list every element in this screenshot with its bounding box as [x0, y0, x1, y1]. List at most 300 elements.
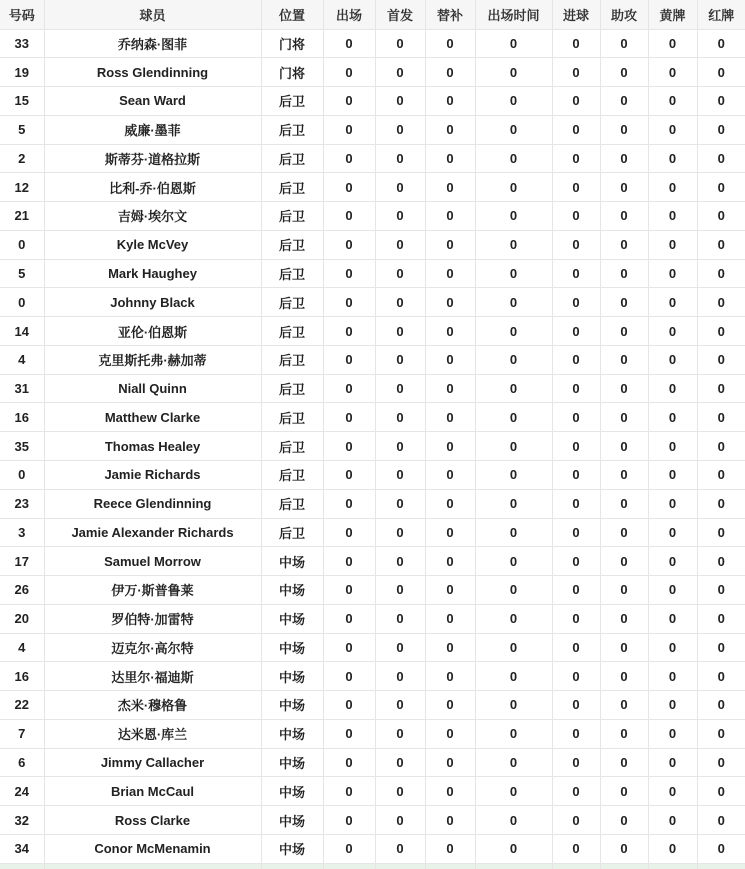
cell-starts: 0: [375, 489, 425, 518]
cell-minutes: 0: [475, 230, 552, 259]
cell-substitute: 0: [425, 604, 475, 633]
player-row[interactable]: [0, 576, 745, 605]
player-row[interactable]: [0, 432, 745, 461]
cell-goals: 0: [552, 288, 600, 317]
cell-player: Reece Glendinning: [44, 489, 261, 518]
cell-number: 14: [0, 317, 44, 346]
cell-starts: 0: [375, 403, 425, 432]
cell-player: Sean Ward: [44, 87, 261, 116]
cell-position: 中场: [261, 777, 323, 806]
cell-assists: 0: [600, 317, 648, 346]
player-row[interactable]: [0, 115, 745, 144]
cell-yellow: 0: [648, 259, 697, 288]
cell-assists: 0: [600, 834, 648, 863]
cell-minutes: 0: [475, 403, 552, 432]
player-row[interactable]: [0, 259, 745, 288]
cell-starts: 0: [375, 719, 425, 748]
cell-red: 0: [697, 806, 745, 835]
cell-appearances: 0: [323, 230, 375, 259]
cell-position: 门将: [261, 58, 323, 87]
cell-goals: 0: [552, 345, 600, 374]
cell-player: 达米恩·库兰: [44, 719, 261, 748]
cell-red: 0: [697, 29, 745, 58]
cell-assists: 0: [600, 202, 648, 231]
cell-assists: 0: [600, 432, 648, 461]
cell-position: 中场: [261, 662, 323, 691]
cell-substitute: 0: [425, 633, 475, 662]
cell-appearances: 0: [323, 374, 375, 403]
cell-substitute: 0: [425, 691, 475, 720]
cell-assists: 0: [600, 29, 648, 58]
cell-appearances: 0: [323, 115, 375, 144]
partial-cell: [552, 863, 600, 869]
cell-goals: 0: [552, 259, 600, 288]
cell-yellow: 0: [648, 547, 697, 576]
player-row[interactable]: [0, 777, 745, 806]
cell-yellow: 0: [648, 173, 697, 202]
cell-number: 7: [0, 719, 44, 748]
cell-goals: 0: [552, 403, 600, 432]
cell-yellow: 0: [648, 87, 697, 116]
player-row[interactable]: [0, 604, 745, 633]
cell-starts: 0: [375, 374, 425, 403]
cell-substitute: 0: [425, 173, 475, 202]
cell-starts: 0: [375, 202, 425, 231]
column-header-goals: 进球: [552, 0, 600, 29]
cell-substitute: 0: [425, 719, 475, 748]
cell-player: 迈克尔·高尔特: [44, 633, 261, 662]
cell-number: 33: [0, 29, 44, 58]
partial-cell: [475, 863, 552, 869]
cell-red: 0: [697, 633, 745, 662]
cell-goals: 0: [552, 29, 600, 58]
player-row[interactable]: [0, 173, 745, 202]
player-row[interactable]: [0, 374, 745, 403]
cell-red: 0: [697, 576, 745, 605]
cell-starts: 0: [375, 259, 425, 288]
cell-substitute: 0: [425, 460, 475, 489]
cell-goals: 0: [552, 317, 600, 346]
cell-number: 32: [0, 806, 44, 835]
cell-starts: 0: [375, 230, 425, 259]
partial-cell: [0, 863, 44, 869]
cell-assists: 0: [600, 115, 648, 144]
cell-goals: 0: [552, 518, 600, 547]
cell-appearances: 0: [323, 719, 375, 748]
cell-assists: 0: [600, 87, 648, 116]
cell-number: 0: [0, 288, 44, 317]
cell-position: 后卫: [261, 87, 323, 116]
cell-goals: 0: [552, 115, 600, 144]
cell-position: 中场: [261, 748, 323, 777]
cell-red: 0: [697, 317, 745, 346]
cell-starts: 0: [375, 288, 425, 317]
cell-starts: 0: [375, 518, 425, 547]
cell-player: Jamie Richards: [44, 460, 261, 489]
cell-yellow: 0: [648, 834, 697, 863]
cell-yellow: 0: [648, 518, 697, 547]
cell-minutes: 0: [475, 115, 552, 144]
cell-number: 4: [0, 633, 44, 662]
partial-cell: [44, 863, 261, 869]
cell-substitute: 0: [425, 547, 475, 576]
cell-starts: 0: [375, 662, 425, 691]
column-header-yellow: 黄牌: [648, 0, 697, 29]
cell-position: 后卫: [261, 288, 323, 317]
cell-substitute: 0: [425, 230, 475, 259]
cell-assists: 0: [600, 259, 648, 288]
cell-yellow: 0: [648, 691, 697, 720]
cell-player: 乔纳森·图菲: [44, 29, 261, 58]
cell-starts: 0: [375, 173, 425, 202]
cell-substitute: 0: [425, 259, 475, 288]
cell-substitute: 0: [425, 518, 475, 547]
cell-player: 罗伯特·加雷特: [44, 604, 261, 633]
cell-red: 0: [697, 173, 745, 202]
cell-position: 中场: [261, 834, 323, 863]
cell-red: 0: [697, 58, 745, 87]
player-row[interactable]: [0, 58, 745, 87]
cell-substitute: 0: [425, 748, 475, 777]
player-row[interactable]: [0, 288, 745, 317]
cell-appearances: 0: [323, 691, 375, 720]
cell-starts: 0: [375, 432, 425, 461]
cell-number: 26: [0, 576, 44, 605]
player-row[interactable]: [0, 662, 745, 691]
cell-player: Mark Haughey: [44, 259, 261, 288]
cell-goals: 0: [552, 748, 600, 777]
cell-minutes: 0: [475, 173, 552, 202]
cell-red: 0: [697, 345, 745, 374]
cell-position: 后卫: [261, 489, 323, 518]
player-row[interactable]: [0, 202, 745, 231]
cell-substitute: 0: [425, 374, 475, 403]
cell-position: 后卫: [261, 374, 323, 403]
cell-player: Johnny Black: [44, 288, 261, 317]
player-row[interactable]: [0, 230, 745, 259]
cell-goals: 0: [552, 432, 600, 461]
cell-red: 0: [697, 547, 745, 576]
cell-substitute: 0: [425, 432, 475, 461]
cell-position: 后卫: [261, 518, 323, 547]
cell-yellow: 0: [648, 345, 697, 374]
cell-player: 威廉·墨菲: [44, 115, 261, 144]
cell-assists: 0: [600, 460, 648, 489]
cell-yellow: 0: [648, 662, 697, 691]
cell-yellow: 0: [648, 489, 697, 518]
cell-yellow: 0: [648, 230, 697, 259]
cell-player: Jamie Alexander Richards: [44, 518, 261, 547]
cell-starts: 0: [375, 58, 425, 87]
cell-appearances: 0: [323, 144, 375, 173]
partial-cell: [425, 863, 475, 869]
cell-yellow: 0: [648, 202, 697, 231]
cell-goals: 0: [552, 489, 600, 518]
cell-player: 达里尔·福迪斯: [44, 662, 261, 691]
column-header-starts: 首发: [375, 0, 425, 29]
column-header-minutes: 出场时间: [475, 0, 552, 29]
cell-yellow: 0: [648, 115, 697, 144]
cell-position: 后卫: [261, 173, 323, 202]
player-row[interactable]: [0, 87, 745, 116]
player-row[interactable]: [0, 547, 745, 576]
cell-yellow: 0: [648, 576, 697, 605]
cell-goals: 0: [552, 576, 600, 605]
cell-number: 2: [0, 144, 44, 173]
cell-minutes: 0: [475, 604, 552, 633]
cell-minutes: 0: [475, 489, 552, 518]
cell-yellow: 0: [648, 633, 697, 662]
cell-appearances: 0: [323, 806, 375, 835]
cell-starts: 0: [375, 604, 425, 633]
cell-position: 中场: [261, 633, 323, 662]
cell-goals: 0: [552, 633, 600, 662]
cell-appearances: 0: [323, 432, 375, 461]
cell-player: Niall Quinn: [44, 374, 261, 403]
cell-minutes: 0: [475, 777, 552, 806]
cell-red: 0: [697, 374, 745, 403]
cell-number: 16: [0, 662, 44, 691]
cell-goals: 0: [552, 230, 600, 259]
cell-appearances: 0: [323, 259, 375, 288]
cell-appearances: 0: [323, 345, 375, 374]
cell-player: Matthew Clarke: [44, 403, 261, 432]
cell-appearances: 0: [323, 633, 375, 662]
cell-assists: 0: [600, 662, 648, 691]
cell-appearances: 0: [323, 58, 375, 87]
cell-yellow: 0: [648, 317, 697, 346]
cell-red: 0: [697, 144, 745, 173]
cell-minutes: 0: [475, 576, 552, 605]
cell-substitute: 0: [425, 576, 475, 605]
cell-number: 6: [0, 748, 44, 777]
cell-player: 吉姆·埃尔文: [44, 202, 261, 231]
cell-red: 0: [697, 834, 745, 863]
cell-starts: 0: [375, 144, 425, 173]
cell-player: Thomas Healey: [44, 432, 261, 461]
cell-red: 0: [697, 777, 745, 806]
cell-yellow: 0: [648, 144, 697, 173]
player-row[interactable]: [0, 29, 745, 58]
cell-appearances: 0: [323, 547, 375, 576]
cell-yellow: 0: [648, 432, 697, 461]
player-row[interactable]: [0, 144, 745, 173]
partial-cell: [648, 863, 697, 869]
cell-minutes: 0: [475, 662, 552, 691]
cell-starts: 0: [375, 547, 425, 576]
player-row[interactable]: [0, 834, 745, 863]
cell-starts: 0: [375, 777, 425, 806]
cell-number: 34: [0, 834, 44, 863]
cell-goals: 0: [552, 374, 600, 403]
cell-minutes: 0: [475, 748, 552, 777]
cell-position: 中场: [261, 604, 323, 633]
player-row[interactable]: [0, 748, 745, 777]
cell-yellow: 0: [648, 288, 697, 317]
cell-substitute: 0: [425, 834, 475, 863]
cell-red: 0: [697, 719, 745, 748]
cell-red: 0: [697, 460, 745, 489]
cell-position: 中场: [261, 547, 323, 576]
cell-number: 23: [0, 489, 44, 518]
cell-minutes: 0: [475, 288, 552, 317]
player-row[interactable]: [0, 806, 745, 835]
cell-yellow: 0: [648, 460, 697, 489]
cell-goals: 0: [552, 173, 600, 202]
cell-player: Brian McCaul: [44, 777, 261, 806]
cell-number: 22: [0, 691, 44, 720]
cell-goals: 0: [552, 834, 600, 863]
cell-minutes: 0: [475, 374, 552, 403]
cell-number: 4: [0, 345, 44, 374]
cell-player: Kyle McVey: [44, 230, 261, 259]
cell-yellow: 0: [648, 806, 697, 835]
cell-assists: 0: [600, 691, 648, 720]
cell-number: 31: [0, 374, 44, 403]
cell-number: 0: [0, 230, 44, 259]
partial-cell: [261, 863, 323, 869]
cell-number: 3: [0, 518, 44, 547]
cell-goals: 0: [552, 604, 600, 633]
cell-assists: 0: [600, 58, 648, 87]
cell-starts: 0: [375, 748, 425, 777]
cell-position: 后卫: [261, 403, 323, 432]
cell-minutes: 0: [475, 29, 552, 58]
cell-player: Jimmy Callacher: [44, 748, 261, 777]
cell-starts: 0: [375, 691, 425, 720]
cell-number: 16: [0, 403, 44, 432]
cell-appearances: 0: [323, 489, 375, 518]
cell-goals: 0: [552, 547, 600, 576]
cell-assists: 0: [600, 777, 648, 806]
cell-yellow: 0: [648, 29, 697, 58]
cell-number: 20: [0, 604, 44, 633]
cell-goals: 0: [552, 691, 600, 720]
cell-red: 0: [697, 202, 745, 231]
cell-position: 门将: [261, 29, 323, 58]
cell-starts: 0: [375, 460, 425, 489]
cell-assists: 0: [600, 173, 648, 202]
cell-assists: 0: [600, 288, 648, 317]
cell-goals: 0: [552, 719, 600, 748]
cell-player: 克里斯托弗·赫加蒂: [44, 345, 261, 374]
header-row: [0, 0, 745, 29]
cell-yellow: 0: [648, 604, 697, 633]
cell-appearances: 0: [323, 202, 375, 231]
cell-minutes: 0: [475, 518, 552, 547]
player-row[interactable]: [0, 345, 745, 374]
cell-minutes: 0: [475, 202, 552, 231]
partial-next-row: [0, 863, 745, 869]
cell-substitute: 0: [425, 58, 475, 87]
cell-minutes: 0: [475, 806, 552, 835]
cell-assists: 0: [600, 489, 648, 518]
cell-appearances: 0: [323, 777, 375, 806]
cell-position: 中场: [261, 576, 323, 605]
cell-yellow: 0: [648, 58, 697, 87]
cell-minutes: 0: [475, 432, 552, 461]
cell-position: 后卫: [261, 345, 323, 374]
cell-goals: 0: [552, 460, 600, 489]
cell-minutes: 0: [475, 633, 552, 662]
cell-starts: 0: [375, 834, 425, 863]
cell-red: 0: [697, 748, 745, 777]
cell-starts: 0: [375, 633, 425, 662]
cell-starts: 0: [375, 87, 425, 116]
column-header-red: 红牌: [697, 0, 745, 29]
cell-assists: 0: [600, 230, 648, 259]
cell-red: 0: [697, 403, 745, 432]
cell-number: 15: [0, 87, 44, 116]
player-row[interactable]: [0, 403, 745, 432]
cell-substitute: 0: [425, 115, 475, 144]
cell-minutes: 0: [475, 719, 552, 748]
cell-substitute: 0: [425, 202, 475, 231]
cell-number: 5: [0, 259, 44, 288]
player-row[interactable]: [0, 719, 745, 748]
player-row[interactable]: [0, 691, 745, 720]
cell-player: 比利-乔·伯恩斯: [44, 173, 261, 202]
cell-minutes: 0: [475, 58, 552, 87]
cell-goals: 0: [552, 662, 600, 691]
cell-appearances: 0: [323, 748, 375, 777]
cell-assists: 0: [600, 374, 648, 403]
cell-position: 中场: [261, 719, 323, 748]
cell-assists: 0: [600, 633, 648, 662]
cell-red: 0: [697, 115, 745, 144]
cell-minutes: 0: [475, 317, 552, 346]
cell-minutes: 0: [475, 259, 552, 288]
cell-position: 后卫: [261, 259, 323, 288]
cell-substitute: 0: [425, 29, 475, 58]
cell-assists: 0: [600, 144, 648, 173]
cell-red: 0: [697, 432, 745, 461]
cell-yellow: 0: [648, 719, 697, 748]
partial-cell: [375, 863, 425, 869]
stats-table-header: [0, 0, 745, 29]
cell-appearances: 0: [323, 403, 375, 432]
column-header-position: 位置: [261, 0, 323, 29]
cell-position: 后卫: [261, 144, 323, 173]
cell-appearances: 0: [323, 87, 375, 116]
cell-appearances: 0: [323, 576, 375, 605]
cell-assists: 0: [600, 719, 648, 748]
player-row[interactable]: [0, 460, 745, 489]
cell-red: 0: [697, 489, 745, 518]
cell-minutes: 0: [475, 834, 552, 863]
player-row[interactable]: [0, 489, 745, 518]
cell-minutes: 0: [475, 87, 552, 116]
cell-yellow: 0: [648, 748, 697, 777]
cell-appearances: 0: [323, 317, 375, 346]
player-row[interactable]: [0, 317, 745, 346]
cell-starts: 0: [375, 29, 425, 58]
cell-position: 后卫: [261, 115, 323, 144]
cell-assists: 0: [600, 576, 648, 605]
cell-red: 0: [697, 288, 745, 317]
cell-assists: 0: [600, 806, 648, 835]
column-header-appearances: 出场: [323, 0, 375, 29]
stats-table-body: [0, 29, 745, 869]
player-row[interactable]: [0, 518, 745, 547]
cell-red: 0: [697, 518, 745, 547]
cell-number: 0: [0, 460, 44, 489]
cell-goals: 0: [552, 777, 600, 806]
cell-red: 0: [697, 230, 745, 259]
player-row[interactable]: [0, 633, 745, 662]
cell-substitute: 0: [425, 345, 475, 374]
cell-starts: 0: [375, 317, 425, 346]
